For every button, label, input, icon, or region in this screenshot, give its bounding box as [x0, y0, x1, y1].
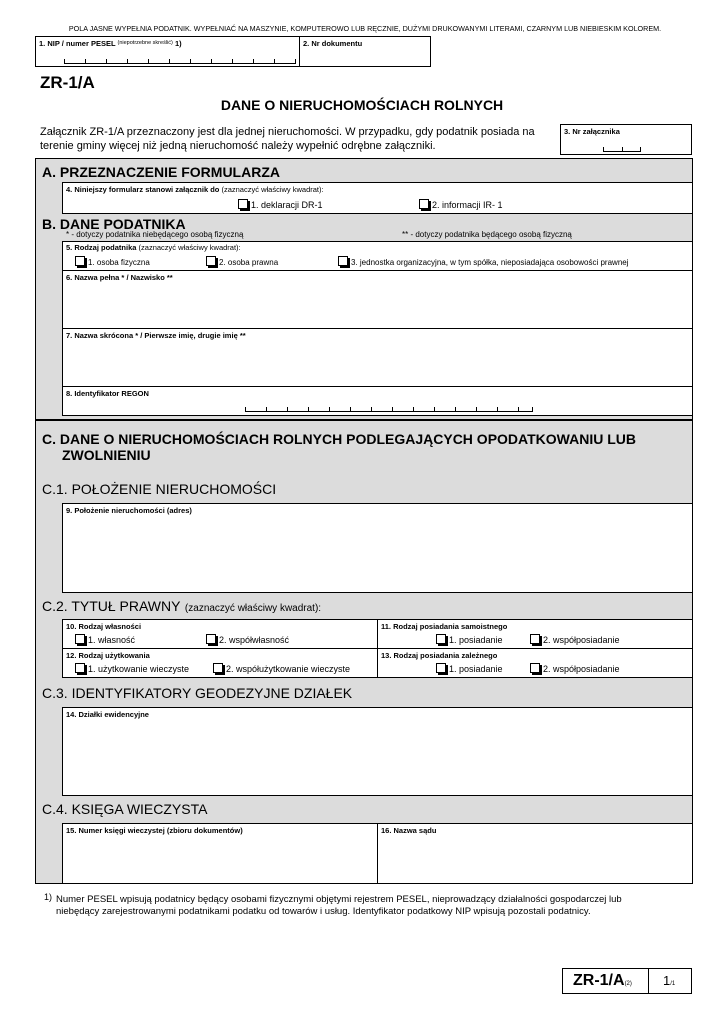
checkbox-icon[interactable]: [238, 199, 248, 209]
field-15-label: 15. Numer księgi wieczystej (zbioru dokumentów): [66, 826, 243, 835]
footer-form-code: [562, 968, 649, 994]
c2-note: (zaznaczyć właściwy kwadrat):: [184, 603, 322, 614]
section-divider: [35, 419, 693, 421]
field-10-label: 10. Rodzaj własności: [66, 622, 142, 631]
field-4-label: 4. Niniejszy formularz stanowi załącznik do: [66, 185, 220, 194]
option-dr1-label: 1. deklaracji DR-1: [251, 200, 323, 210]
checkbox-icon[interactable]: [75, 634, 85, 644]
option-co-possession[interactable]: [530, 634, 620, 645]
field-14-label: 14. Działki ewidencyjne: [66, 710, 149, 719]
page-number: [648, 968, 692, 994]
checkbox-icon[interactable]: [530, 663, 540, 673]
option-perpetual-usufruct-label: 1. użytkowanie wieczyste: [88, 664, 190, 674]
option-co-ownership-label: 2. współwłasność: [219, 635, 290, 645]
c2-title-row: [42, 598, 321, 616]
nip-note: (niepotrzebne skreślić): [117, 40, 173, 46]
checkbox-icon[interactable]: [338, 256, 348, 266]
field-11-box: [377, 619, 693, 649]
page-current: 1: [663, 973, 671, 988]
nip-footnote-ref: 1): [174, 39, 182, 48]
option-possession[interactable]: [436, 634, 503, 645]
field-13-label: 13. Rodzaj posiadania zależnego: [381, 651, 498, 660]
option-co-perpetual-usufruct[interactable]: [213, 663, 350, 674]
field-4-note: (zaznaczyć właściwy kwadrat):: [221, 185, 324, 194]
option-ir1[interactable]: [419, 199, 503, 210]
option-org-unit[interactable]: [338, 256, 629, 267]
document-number-field: [299, 36, 431, 67]
field-8-label: 8. Identyfikator REGON: [66, 389, 149, 398]
field-6-label: 6. Nazwa pełna * / Nazwisko **: [66, 273, 173, 282]
footer-version: (2): [624, 981, 632, 987]
page-total: /1: [670, 981, 676, 987]
c4-title: C.4. KSIĘGA WIECZYSTA: [42, 801, 208, 817]
section-c-title: C. DANE O NIERUCHOMOŚCIACH ROLNYCH PODLEGAJĄCYCH OPODATKOWANIU LUB ZWOLNIENIU: [42, 431, 636, 463]
option-dependent-co-possession-label: 2. współposiadanie: [543, 664, 620, 674]
field-4-box: [62, 182, 693, 214]
nip-field[interactable]: [35, 36, 299, 67]
attachment-number-field[interactable]: [560, 124, 692, 155]
doc-number-label: 2. Nr dokumentu: [303, 39, 363, 48]
full-name-field[interactable]: [62, 270, 693, 329]
option-ir1-label: 2. informacji IR- 1: [432, 200, 503, 210]
c2-title: C.2. TYTUŁ PRAWNY: [42, 598, 181, 614]
checkbox-icon[interactable]: [206, 256, 216, 266]
footer-code: ZR-1/A: [573, 972, 625, 989]
parcels-field[interactable]: [62, 707, 693, 796]
option-org-unit-label: 3. jednostka organizacyjna, w tym spółka, nieposiadająca osobowości prawnej: [351, 258, 629, 267]
nip-digit-ticks: [64, 59, 296, 64]
field-11-label: 11. Rodzaj posiadania samoistnego: [381, 622, 508, 631]
c1-title: C.1. POŁOŻENIE NIERUCHOMOŚCI: [42, 481, 277, 497]
footnote-text: Numer PESEL wpisują podatnicy będący osobami fizycznymi objętymi rejestrem PESEL, nieprowadzący działalności gospodarczej lub niebędący zarejestrowanymi podatnikami podatku od towarów i usług. Identyfikator podatkowy NIP wpisują pozostali podatnicy.: [56, 894, 622, 917]
option-legal-person-label: 2. osoba prawna: [219, 258, 279, 267]
intro-text: Załącznik ZR-1/A przeznaczony jest dla jednej nieruchomości. W przypadku, gdy podatnik posiada na terenie gminy więcej niż jedną nieruchomość należy wypełnić odrębne załączniki.: [40, 126, 535, 152]
option-legal-person[interactable]: [206, 256, 278, 267]
property-address-field[interactable]: [62, 503, 693, 593]
attachment-digit-ticks: [603, 147, 641, 152]
field-12-label: 12. Rodzaj użytkowania: [66, 651, 150, 660]
option-possession-label: 1. posiadanie: [449, 635, 503, 645]
option-dependent-possession-label: 1. posiadanie: [449, 664, 503, 674]
option-dependent-possession[interactable]: [436, 663, 503, 674]
field-16-label: 16. Nazwa sądu: [381, 826, 437, 835]
checkbox-icon[interactable]: [436, 663, 446, 673]
field-5-note: (zaznaczyć właściwy kwadrat):: [138, 243, 241, 252]
checkbox-icon[interactable]: [419, 199, 429, 209]
c3-title: C.3. IDENTYFIKATORY GEODEZYJNE DZIAŁEK: [42, 685, 353, 701]
option-co-possession-label: 2. współposiadanie: [543, 635, 620, 645]
option-dr1[interactable]: [238, 199, 323, 210]
field-5-box: [62, 241, 693, 271]
field-13-box: [377, 648, 693, 678]
option-natural-person[interactable]: [75, 256, 150, 267]
short-name-field[interactable]: [62, 328, 693, 387]
footnote-marker: 1): [44, 892, 53, 902]
option-ownership[interactable]: [75, 634, 135, 645]
attachment-number-label: 3. Nr załącznika: [564, 127, 620, 136]
section-b-title: B. DANE PODATNIKA: [42, 216, 186, 232]
option-dependent-co-possession[interactable]: [530, 663, 620, 674]
form-code: ZR-1/A: [40, 73, 95, 92]
field-10-box: [62, 619, 378, 649]
section-a-title: A. PRZEZNACZENIE FORMULARZA: [42, 164, 280, 180]
page-title: DANE O NIERUCHOMOŚCIACH ROLNYCH: [220, 97, 504, 113]
land-register-field[interactable]: [62, 823, 378, 884]
checkbox-icon[interactable]: [206, 634, 216, 644]
field-7-label: 7. Nazwa skrócona * / Pierwsze imię, drugie imię **: [66, 331, 246, 340]
option-co-ownership[interactable]: [206, 634, 289, 645]
regon-digit-ticks: [245, 407, 533, 412]
checkbox-icon[interactable]: [530, 634, 540, 644]
checkbox-icon[interactable]: [75, 663, 85, 673]
option-perpetual-usufruct[interactable]: [75, 663, 189, 674]
note-natural-person: ** - dotyczy podatnika będącego osobą fizyczną: [402, 230, 572, 239]
option-co-perpetual-usufruct-label: 2. współużytkowanie wieczyste: [226, 664, 351, 674]
option-natural-person-label: 1. osoba fizyczna: [88, 258, 150, 267]
note-legal-entity: * - dotyczy podatnika niebędącego osobą fizyczną: [66, 230, 244, 239]
regon-field[interactable]: [62, 386, 693, 416]
nip-label: 1. NIP / numer PESEL: [39, 39, 116, 48]
checkbox-icon[interactable]: [75, 256, 85, 266]
field-5-label: 5. Rodzaj podatnika: [66, 243, 137, 252]
court-name-field[interactable]: [377, 823, 693, 884]
field-9-label: 9. Położenie nieruchomości (adres): [66, 506, 192, 515]
checkbox-icon[interactable]: [436, 634, 446, 644]
option-ownership-label: 1. własność: [88, 635, 136, 645]
checkbox-icon[interactable]: [213, 663, 223, 673]
fill-instruction: POLA JASNE WYPEŁNIA PODATNIK. WYPEŁNIAĆ NA MASZYNIE, KOMPUTEROWO LUB RĘCZNIE, DUŻYMI DRUKOWANYMI LITERAMI, CZARNYM LUB NIEBIESKIM KOLOREM.: [68, 24, 662, 33]
field-12-box: [62, 648, 378, 678]
